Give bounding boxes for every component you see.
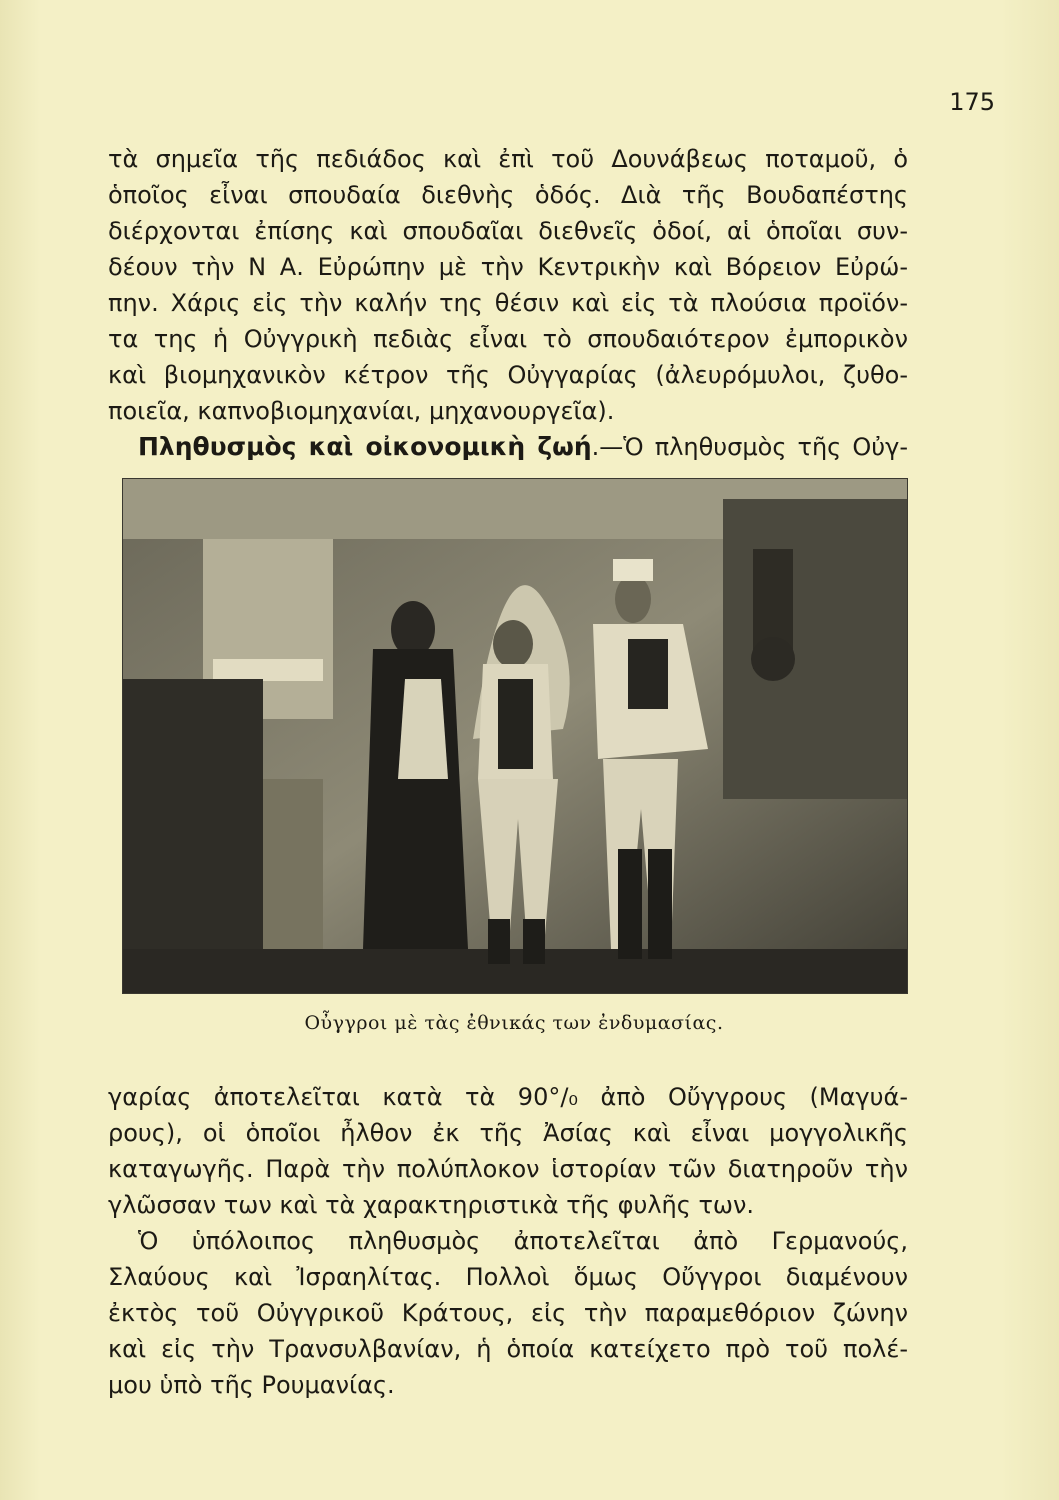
text-line: καταγωγῆς. Παρὰ τὴν πολύπλοκον ἱστορίαν τῶν διατηροῦν τὴν: [108, 1155, 908, 1183]
text-line: ρους), οἱ ὁποῖοι ἦλθον ἐκ τῆς Ἀσίας καὶ εἶναι μογγολικῆς: [108, 1119, 908, 1147]
text-line: καὶ βιομηχανικὸν κέτρον τῆς Οὐγγαρίας (ἀλευρόμυλοι, ζυθο-: [108, 361, 908, 389]
text-line: καὶ εἰς τὴν Τρανσυλβανίαν, ἡ ὁποία κατείχετο πρὸ τοῦ πολέ-: [108, 1335, 908, 1363]
text-line: ἐκτὸς τοῦ Οὐγγρικοῦ Κράτους, εἰς τὴν παραμεθόριον ζώνην: [108, 1299, 908, 1327]
section-heading-line: [108, 429, 908, 465]
text-line: Ὁ ὑπόλοιπος πληθυσμὸς ἀποτελεῖται ἀπὸ Γερμανούς,: [138, 1227, 908, 1255]
text-line: μου ὑπὸ τῆς Ρουμανίας.: [108, 1371, 395, 1399]
photograph-hungarians-national-costumes: [122, 478, 908, 994]
section-lead: .—Ὁ πληθυσμὸς τῆς Οὐγ-: [591, 433, 908, 461]
text-line: ὁποῖος εἶναι σπουδαία διεθνὴς ὁδός. Διὰ τῆς Βουδαπέστης: [108, 181, 908, 209]
text-line: γλῶσσαν των καὶ τὰ χαρακτηριστικὰ τῆς φυλῆς των.: [108, 1191, 755, 1219]
text-line: διέρχονται ἐπίσης καὶ σπουδαῖαι διεθνεῖς ὁδοί, αἱ ὁποῖαι συν-: [108, 217, 908, 245]
text-line: δέουν τὴν Ν Α. Εὐρώπην μὲ τὴν Κεντρικὴν καὶ Βόρειον Εὐρώ-: [108, 253, 908, 281]
photo-caption: Οὖγγροι μὲ τὰς ἐθνικάς των ἐνδυμασίας.: [304, 1012, 724, 1034]
text-line: τα της ἡ Οὐγγρικὴ πεδιὰς εἶναι τὸ σπουδαιότερον ἐμπορικὸν: [108, 325, 908, 353]
text-line: ποιεῖα, καπνοβιομηχανίαι, μηχανουργεῖα).: [108, 397, 615, 425]
text-line: πην. Χάρις εἰς τὴν καλήν της θέσιν καὶ εἰς τὰ πλούσια προϊόν-: [108, 289, 908, 317]
photo-illustration: [123, 479, 907, 993]
text-line: γαρίας ἀποτελεῖται κατὰ τὰ 90°/₀ ἀπὸ Οὔγγρους (Μαγυά-: [108, 1083, 908, 1111]
text-line: τὰ σημεῖα τῆς πεδιάδος καὶ ἐπὶ τοῦ Δουνάβεως ποταμοῦ, ὁ: [108, 145, 908, 173]
page-number: 175: [949, 88, 995, 116]
paragraph-plain-description: [108, 141, 908, 465]
text-line: Σλαύους καὶ Ἰσραηλίτας. Πολλοὶ ὅμως Οὔγγροι διαμένουν: [108, 1263, 908, 1291]
section-heading: Πληθυσμὸς καὶ οἰκονομικὴ ζωή: [138, 432, 592, 461]
paragraph-population: [108, 1079, 908, 1403]
